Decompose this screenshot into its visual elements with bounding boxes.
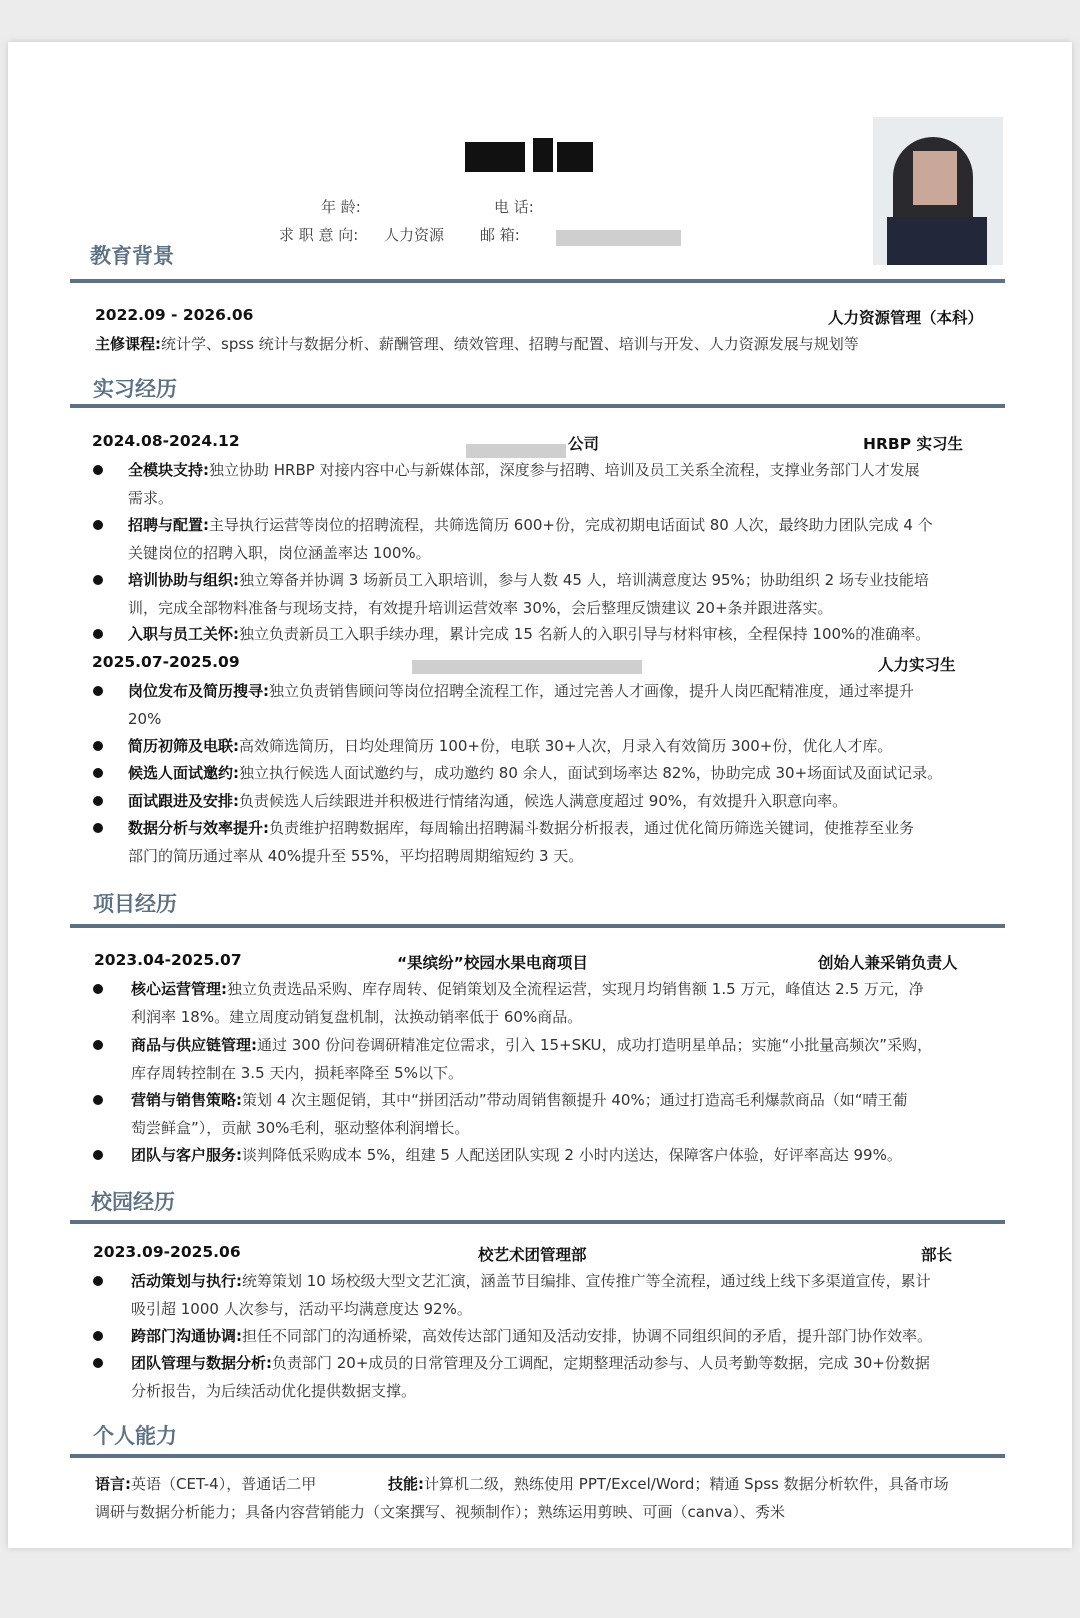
bullet-dot [93, 1095, 103, 1105]
section-project-title: 项目经历 [93, 892, 177, 916]
bullet-dot [93, 1040, 103, 1050]
bullet-dot [93, 1150, 103, 1160]
list-item: 商品与供应链管理:通过 300 份问卷调研精准定位需求，引入 15+SKU，成功打造明星单品；实施“小批量高频次”采购， 库存周转控制在 3.5 天内，损耗率降至 5%以下。 [131, 1036, 933, 1082]
bullet-dot [93, 741, 103, 751]
edu-date: 2022.09 - 2026.06 [95, 306, 254, 324]
intern1-date: 2024.08-2024.12 [92, 432, 240, 450]
section-education-title: 教育背景 [90, 244, 174, 268]
edu-courses: 主修课程:统计学、spss 统计与数据分析、薪酬管理、绩效管理、招聘与配置、培训与开发、人力资源发展与规划等 [95, 335, 859, 353]
bullet-dot [93, 823, 103, 833]
bullet-dot [93, 1276, 103, 1286]
list-item: 数据分析与效率提升:负责维护招聘数据库，每周输出招聘漏斗数据分析报表，通过优化简历筛选关键词，使推荐至业务 部门的简历通过率从 40%提升至 55%，平均招聘周期缩短约 3 天。 [128, 819, 915, 865]
section-rule [70, 924, 1005, 928]
list-item: 候选人面试邀约:独立执行候选人面试邀约与，成功邀约 80 余人，面试到场率达 82%，协助完成 30+场面试及面试记录。 [128, 764, 943, 782]
list-item: 简历初筛及电联:高效筛选简历，日均处理简历 100+份，电联 30+人次，月录入有效简历 300+份，优化人才库。 [128, 737, 893, 755]
list-item: 招聘与配置:主导执行运营等岗位的招聘流程，共筛选简历 600+份，完成初期电话面试 80 人次，最终助力团队完成 4 个 关键岗位的招聘入职，岗位涵盖率达 100%。 [128, 516, 933, 562]
bullet-dot [93, 575, 103, 585]
campus-date: 2023.09-2025.06 [93, 1243, 241, 1261]
project-name: “果缤纷”校园水果电商项目 [397, 954, 588, 972]
project-role: 创始人兼采销负责人 [818, 954, 958, 972]
campus-org: 校艺术团管理部 [478, 1246, 587, 1264]
edu-major: 人力资源管理（本科） [828, 309, 984, 327]
intern1-company: 公司 [568, 435, 600, 453]
section-internship-title: 实习经历 [93, 377, 177, 401]
list-item: 活动策划与执行:统筹策划 10 场校级大型文艺汇演，涵盖节目编排、宣传推广等全流程，通过线上线下多渠道宣传，累计 吸引超 1000 人次参与，活动平均满意度达 92%。 [131, 1272, 931, 1318]
project-date: 2023.04-2025.07 [94, 951, 242, 969]
section-campus-title: 校园经历 [91, 1190, 175, 1214]
section-rule [70, 279, 1005, 283]
list-item: 全模块支持:独立协助 HRBP 对接内容中心与新媒体部，深度参与招聘、培训及员工关系全流程，支撑业务部门人才发展 需求。 [128, 461, 920, 507]
list-item: 入职与员工关怀:独立负责新员工入职手续办理，累计完成 15 名新人的入职引导与材料审核，全程保持 100%的准确率。 [128, 625, 931, 643]
intent-value: 人力资源 [384, 226, 445, 244]
list-item: 面试跟进及安排:负责候选人后续跟进并积极进行情绪沟通，候选人满意度超过 90%，有效提升入职意向率。 [128, 792, 848, 810]
skills-tech-cont: 调研与数据分析能力；具备内容营销能力（文案撰写、视频制作）；熟练运用剪映、可画（canva）、秀米 [95, 1503, 786, 1521]
intern2-role: 人力实习生 [878, 656, 956, 674]
skills-tech: 技能:计算机二级，熟练使用 PPT/Excel/Word；精通 Spss 数据分析软件，具备市场 [388, 1475, 949, 1493]
bullet-dot [93, 1331, 103, 1341]
section-rule [70, 1220, 1005, 1224]
intern1-role: HRBP 实习生 [863, 435, 963, 453]
bullet-dot [93, 629, 103, 639]
bullet-dot [93, 796, 103, 806]
intern2-date: 2025.07-2025.09 [92, 653, 240, 671]
redacted-company [412, 660, 642, 674]
list-item: 团队与客户服务:谈判降低采购成本 5%，组建 5 人配送团队实现 2 小时内送达，保障客户体验，好评率高达 99%。 [131, 1146, 902, 1164]
bullet-dot [93, 520, 103, 530]
campus-role: 部长 [921, 1246, 953, 1264]
bullet-dot [93, 1358, 103, 1368]
redacted-name [465, 138, 595, 174]
intent-label: 求 职 意 向: [279, 226, 359, 244]
bullet-dot [93, 465, 103, 475]
bullet-dot [93, 768, 103, 778]
list-item: 团队管理与数据分析:负责部门 20+成员的日常管理及分工调配，定期整理活动参与、人员考勤等数据，完成 30+份数据 分析报告，为后续活动优化提供数据支撑。 [131, 1354, 930, 1400]
profile-photo [873, 117, 1003, 265]
redacted-email [556, 230, 681, 246]
list-item: 核心运营管理:独立负责选品采购、库存周转、促销策划及全流程运营，实现月均销售额 1.5 万元，峰值达 2.5 万元，净 利润率 18%。建立周度动销复盘机制，汰换动销率低于 60%商品。 [131, 980, 924, 1026]
age-label: 年 龄: [321, 198, 361, 216]
list-item: 岗位发布及简历搜寻:独立负责销售顾问等岗位招聘全流程工作，通过完善人才画像，提升人岗匹配精准度，通过率提升 20% [128, 682, 915, 728]
phone-label: 电 话: [494, 198, 534, 216]
list-item: 跨部门沟通协调:担任不同部门的沟通桥梁，高效传达部门通知及活动安排，协调不同组织间的矛盾，提升部门协作效率。 [131, 1327, 933, 1345]
skills-language: 语言:英语（CET-4），普通话二甲 [95, 1475, 317, 1493]
bullet-dot [93, 984, 103, 994]
section-skills-title: 个人能力 [93, 1424, 177, 1448]
section-rule [70, 1454, 1005, 1458]
email-label: 邮 箱: [480, 226, 520, 244]
list-item: 营销与销售策略:策划 4 次主题促销，其中“拼团活动”带动周销售额提升 40%；通过打造高毛利爆款商品（如“晴王葡 萄尝鲜盒”），贡献 30%毛利，驱动整体利润增长。 [131, 1091, 908, 1137]
section-rule [70, 404, 1005, 408]
bullet-dot [93, 686, 103, 696]
list-item: 培训协助与组织:独立筹备并协调 3 场新员工入职培训，参与人数 45 人，培训满意度达 95%；协助组织 2 场专业技能培 训，完成全部物料准备与现场支持，有效提升培训运营效率 30%，会后整理反馈建议 20+条并跟进落实。 [128, 571, 929, 617]
